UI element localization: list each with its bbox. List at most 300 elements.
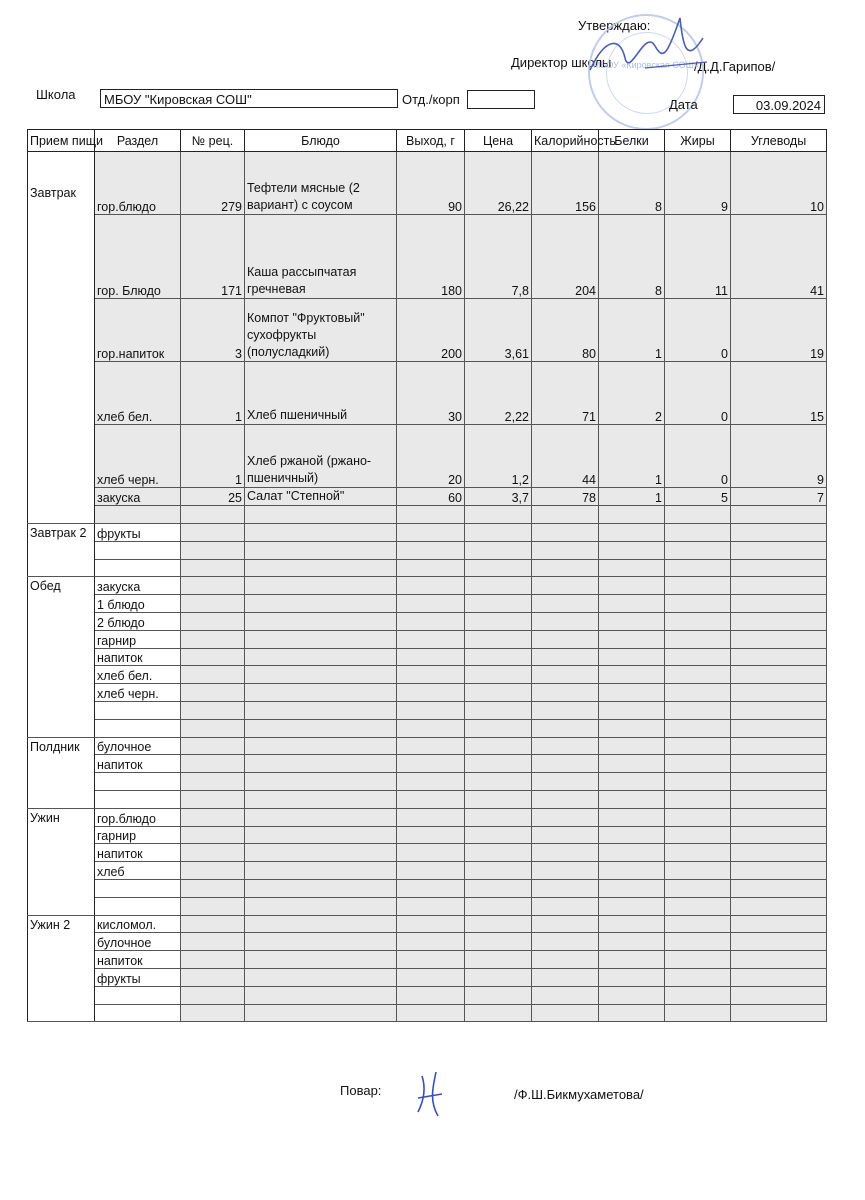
cell-empty <box>532 826 599 844</box>
table-row <box>28 299 827 362</box>
cell-empty <box>731 524 827 542</box>
cell-rec: 1 <box>181 425 245 488</box>
cell-empty <box>599 968 665 986</box>
cell-empty <box>245 755 397 773</box>
cell-empty <box>665 968 731 986</box>
cell-empty <box>532 790 599 808</box>
cell-section <box>95 506 181 524</box>
cell-empty <box>465 986 532 1004</box>
cell-empty <box>599 1004 665 1022</box>
table-row <box>28 595 827 613</box>
table-row <box>28 951 827 969</box>
director-label: Директор школы <box>511 55 612 70</box>
cell-price: 3,61 <box>465 299 532 362</box>
table-row <box>28 915 827 933</box>
table-header-row <box>28 130 827 152</box>
cell-section: закуска <box>95 577 181 595</box>
cell-empty <box>245 630 397 648</box>
cell-fat: 0 <box>665 362 731 425</box>
cell-section <box>95 897 181 915</box>
col-fat: Жиры <box>665 130 731 152</box>
table-row <box>28 862 827 880</box>
cell-kcal: 44 <box>532 425 599 488</box>
school-field[interactable]: МБОУ "Кировская СОШ" <box>100 89 398 108</box>
cell-empty <box>532 648 599 666</box>
cell-empty <box>532 737 599 755</box>
cell-dish: Каша рассыпчатая гречневая <box>245 215 397 299</box>
cell-yield: 60 <box>397 488 465 506</box>
cell-dish: Хлеб пшеничный <box>245 362 397 425</box>
cell-empty <box>245 790 397 808</box>
cell-empty <box>181 701 245 719</box>
table-row <box>28 1004 827 1022</box>
cell-empty <box>532 559 599 577</box>
col-meal: Прием пищи <box>28 130 95 152</box>
cell-empty <box>731 773 827 791</box>
table-row <box>28 773 827 791</box>
table-row <box>28 755 827 773</box>
cell-empty <box>665 630 731 648</box>
cell-empty <box>665 951 731 969</box>
cell-empty <box>397 879 465 897</box>
table-row <box>28 152 827 215</box>
cell-rec: 279 <box>181 152 245 215</box>
cell-empty <box>245 666 397 684</box>
cell-empty <box>731 755 827 773</box>
table-row <box>28 719 827 737</box>
cell-empty <box>465 577 532 595</box>
dept-field[interactable] <box>467 90 535 109</box>
cell-empty <box>599 808 665 826</box>
meal-name: Ужин 2 <box>28 915 95 1022</box>
cell-section <box>95 559 181 577</box>
cell-empty <box>532 719 599 737</box>
cell-empty <box>665 737 731 755</box>
col-dish: Блюдо <box>245 130 397 152</box>
cell-section <box>95 719 181 737</box>
cell-empty <box>397 595 465 613</box>
table-row <box>28 648 827 666</box>
menu-table <box>27 129 827 1022</box>
cell-empty <box>245 612 397 630</box>
cell-empty <box>532 595 599 613</box>
cell-empty <box>465 755 532 773</box>
cell-yield <box>397 506 465 524</box>
cell-empty <box>731 577 827 595</box>
cell-dish: Тефтели мясные (2 вариант) с соусом <box>245 152 397 215</box>
cell-empty <box>245 951 397 969</box>
cell-section <box>95 773 181 791</box>
cell-empty <box>181 612 245 630</box>
dept-label: Отд./корп <box>402 92 460 107</box>
cell-kcal: 78 <box>532 488 599 506</box>
cell-empty <box>181 844 245 862</box>
cell-carbs: 41 <box>731 215 827 299</box>
cell-protein: 1 <box>599 488 665 506</box>
cell-empty <box>665 1004 731 1022</box>
cell-section: гарнир <box>95 826 181 844</box>
cell-empty <box>599 933 665 951</box>
cell-yield: 90 <box>397 152 465 215</box>
director-name: /Д.Д.Гарипов/ <box>694 59 776 74</box>
cell-kcal: 71 <box>532 362 599 425</box>
cell-section: фрукты <box>95 968 181 986</box>
cell-carbs: 15 <box>731 362 827 425</box>
col-protein: Белки <box>599 130 665 152</box>
cell-empty <box>665 684 731 702</box>
cell-empty <box>731 897 827 915</box>
cell-empty <box>397 933 465 951</box>
cell-empty <box>532 1004 599 1022</box>
cell-empty <box>731 684 827 702</box>
cell-empty <box>532 879 599 897</box>
cell-empty <box>599 737 665 755</box>
cell-empty <box>731 862 827 880</box>
cell-carbs: 10 <box>731 152 827 215</box>
cell-empty <box>532 755 599 773</box>
cell-empty <box>731 719 827 737</box>
cell-empty <box>665 577 731 595</box>
cell-empty <box>397 577 465 595</box>
cell-carbs <box>731 506 827 524</box>
director-signature <box>585 8 715 88</box>
cell-empty <box>731 790 827 808</box>
cell-empty <box>665 897 731 915</box>
meal-name: Завтрак 2 <box>28 524 95 577</box>
cell-empty <box>397 684 465 702</box>
col-price: Цена <box>465 130 532 152</box>
cell-empty <box>465 808 532 826</box>
cell-empty <box>665 808 731 826</box>
cell-empty <box>731 951 827 969</box>
cell-section: хлеб черн. <box>95 425 181 488</box>
cell-yield: 20 <box>397 425 465 488</box>
table-row <box>28 666 827 684</box>
cell-yield: 200 <box>397 299 465 362</box>
cell-kcal: 80 <box>532 299 599 362</box>
cell-empty <box>181 630 245 648</box>
cell-empty <box>397 968 465 986</box>
table-row <box>28 737 827 755</box>
cell-empty <box>465 933 532 951</box>
cell-empty <box>731 844 827 862</box>
table-row <box>28 684 827 702</box>
cook-signature <box>412 1068 452 1122</box>
cell-empty <box>731 559 827 577</box>
cell-empty <box>665 648 731 666</box>
date-field[interactable]: 03.09.2024 <box>733 95 825 114</box>
cell-yield: 30 <box>397 362 465 425</box>
cell-empty <box>599 666 665 684</box>
cell-section: 2 блюдо <box>95 612 181 630</box>
cell-price: 3,7 <box>465 488 532 506</box>
cell-empty <box>599 897 665 915</box>
cell-empty <box>665 862 731 880</box>
cell-section: хлеб <box>95 862 181 880</box>
cell-empty <box>599 577 665 595</box>
meal-name: Обед <box>28 577 95 737</box>
table-row <box>28 541 827 559</box>
cell-empty <box>245 701 397 719</box>
cell-empty <box>599 684 665 702</box>
cell-empty <box>731 826 827 844</box>
cell-empty <box>397 666 465 684</box>
cell-empty <box>397 559 465 577</box>
col-recipe: № рец. <box>181 130 245 152</box>
col-yield: Выход, г <box>397 130 465 152</box>
cell-section <box>95 879 181 897</box>
cell-empty <box>599 648 665 666</box>
cell-empty <box>731 879 827 897</box>
cell-empty <box>397 844 465 862</box>
col-carbs: Углеводы <box>731 130 827 152</box>
cell-rec: 25 <box>181 488 245 506</box>
cell-section: напиток <box>95 951 181 969</box>
cell-empty <box>532 968 599 986</box>
cell-empty <box>731 986 827 1004</box>
meal-name: Завтрак <box>28 152 95 524</box>
cell-section: хлеб бел. <box>95 666 181 684</box>
cell-empty <box>665 541 731 559</box>
table-row <box>28 897 827 915</box>
cell-empty <box>731 612 827 630</box>
cell-rec <box>181 506 245 524</box>
cell-empty <box>532 862 599 880</box>
cell-empty <box>465 595 532 613</box>
cell-empty <box>465 879 532 897</box>
cell-empty <box>665 612 731 630</box>
cell-empty <box>397 719 465 737</box>
cell-empty <box>665 986 731 1004</box>
cell-empty <box>245 879 397 897</box>
cell-empty <box>397 951 465 969</box>
table-row <box>28 559 827 577</box>
cell-empty <box>665 719 731 737</box>
cell-empty <box>599 986 665 1004</box>
cell-dish: Салат "Степной" <box>245 488 397 506</box>
cell-section <box>95 790 181 808</box>
cell-section: булочное <box>95 737 181 755</box>
cell-empty <box>181 826 245 844</box>
cell-section <box>95 986 181 1004</box>
cell-empty <box>181 986 245 1004</box>
cell-empty <box>245 862 397 880</box>
cell-empty <box>731 666 827 684</box>
cell-empty <box>665 790 731 808</box>
cell-empty <box>245 826 397 844</box>
cell-empty <box>731 648 827 666</box>
cell-empty <box>532 684 599 702</box>
cell-section: фрукты <box>95 524 181 542</box>
cell-empty <box>532 915 599 933</box>
cell-empty <box>181 719 245 737</box>
cell-empty <box>245 559 397 577</box>
cell-empty <box>181 524 245 542</box>
cook-label: Повар: <box>340 1083 382 1098</box>
cell-empty <box>532 666 599 684</box>
cell-empty <box>397 541 465 559</box>
cell-price: 7,8 <box>465 215 532 299</box>
cell-empty <box>665 879 731 897</box>
cell-empty <box>599 612 665 630</box>
cell-empty <box>245 577 397 595</box>
cell-empty <box>599 790 665 808</box>
cell-empty <box>181 755 245 773</box>
cell-empty <box>665 933 731 951</box>
cell-empty <box>465 719 532 737</box>
table-row <box>28 488 827 506</box>
cell-section: хлеб бел. <box>95 362 181 425</box>
table-row <box>28 630 827 648</box>
cell-empty <box>532 577 599 595</box>
cell-empty <box>599 595 665 613</box>
cell-protein: 1 <box>599 425 665 488</box>
cell-empty <box>245 933 397 951</box>
cell-empty <box>181 951 245 969</box>
table-row <box>28 701 827 719</box>
cell-empty <box>245 986 397 1004</box>
cell-section: гор.блюдо <box>95 808 181 826</box>
cell-empty <box>397 755 465 773</box>
cell-empty <box>245 524 397 542</box>
cell-empty <box>731 968 827 986</box>
cell-empty <box>397 790 465 808</box>
cell-rec: 1 <box>181 362 245 425</box>
cell-empty <box>465 968 532 986</box>
cell-empty <box>599 773 665 791</box>
cell-empty <box>181 684 245 702</box>
cell-empty <box>181 862 245 880</box>
cell-empty <box>665 559 731 577</box>
cell-empty <box>599 719 665 737</box>
cell-empty <box>181 897 245 915</box>
cell-empty <box>731 595 827 613</box>
cell-empty <box>532 773 599 791</box>
cell-empty <box>665 844 731 862</box>
cell-empty <box>397 737 465 755</box>
cell-dish: Компот "Фруктовый" сухофрукты (полусладкий) <box>245 299 397 362</box>
cell-empty <box>181 648 245 666</box>
cell-empty <box>181 1004 245 1022</box>
cell-empty <box>397 986 465 1004</box>
cell-carbs: 19 <box>731 299 827 362</box>
cell-empty <box>245 844 397 862</box>
approve-label: Утверждаю: <box>578 18 651 33</box>
cell-empty <box>465 951 532 969</box>
cell-empty <box>599 559 665 577</box>
cell-empty <box>245 684 397 702</box>
table-row <box>28 844 827 862</box>
cell-empty <box>731 915 827 933</box>
cell-fat: 5 <box>665 488 731 506</box>
cell-section: кисломол. <box>95 915 181 933</box>
cell-section: булочное <box>95 933 181 951</box>
cell-empty <box>465 844 532 862</box>
cell-section: хлеб черн. <box>95 684 181 702</box>
cell-section: напиток <box>95 755 181 773</box>
cell-empty <box>397 826 465 844</box>
cell-kcal: 156 <box>532 152 599 215</box>
cell-section: 1 блюдо <box>95 595 181 613</box>
cell-section: гор. Блюдо <box>95 215 181 299</box>
cell-section <box>95 1004 181 1022</box>
table-row <box>28 986 827 1004</box>
cell-empty <box>665 666 731 684</box>
table-row <box>28 215 827 299</box>
cell-empty <box>397 1004 465 1022</box>
cell-empty <box>245 648 397 666</box>
cell-empty <box>245 595 397 613</box>
cell-empty <box>465 630 532 648</box>
cell-empty <box>731 737 827 755</box>
meal-name: Полдник <box>28 737 95 808</box>
cell-empty <box>532 897 599 915</box>
cell-fat: 9 <box>665 152 731 215</box>
cell-price: 1,2 <box>465 425 532 488</box>
cell-empty <box>532 986 599 1004</box>
cell-empty <box>731 630 827 648</box>
cell-kcal <box>532 506 599 524</box>
cell-section <box>95 701 181 719</box>
cell-empty <box>397 612 465 630</box>
cell-empty <box>532 541 599 559</box>
cell-empty <box>599 541 665 559</box>
cell-empty <box>397 524 465 542</box>
table-row <box>28 425 827 488</box>
cell-fat <box>665 506 731 524</box>
cell-empty <box>465 790 532 808</box>
cell-empty <box>731 933 827 951</box>
cell-empty <box>599 701 665 719</box>
cell-empty <box>465 701 532 719</box>
cell-empty <box>731 1004 827 1022</box>
cell-empty <box>599 524 665 542</box>
table-row <box>28 808 827 826</box>
stamp-text: МБОУ «Кировская СОШ» <box>593 60 699 70</box>
cell-empty <box>181 541 245 559</box>
cell-empty <box>599 915 665 933</box>
cell-empty <box>665 915 731 933</box>
cell-empty <box>465 541 532 559</box>
cell-protein <box>599 506 665 524</box>
cell-empty <box>465 524 532 542</box>
cell-empty <box>181 915 245 933</box>
cell-section: гор.напиток <box>95 299 181 362</box>
cell-empty <box>599 630 665 648</box>
cell-empty <box>397 915 465 933</box>
cell-empty <box>465 862 532 880</box>
cell-empty <box>397 630 465 648</box>
cell-empty <box>181 595 245 613</box>
cell-section: закуска <box>95 488 181 506</box>
cell-empty <box>181 808 245 826</box>
cell-carbs: 9 <box>731 425 827 488</box>
cell-kcal: 204 <box>532 215 599 299</box>
cell-carbs: 7 <box>731 488 827 506</box>
cell-empty <box>731 808 827 826</box>
table-row <box>28 933 827 951</box>
cell-fat: 0 <box>665 425 731 488</box>
cell-empty <box>731 541 827 559</box>
cell-section: напиток <box>95 648 181 666</box>
cell-price <box>465 506 532 524</box>
cell-empty <box>465 684 532 702</box>
cell-rec: 3 <box>181 299 245 362</box>
cell-empty <box>181 933 245 951</box>
table-row <box>28 362 827 425</box>
cell-empty <box>532 612 599 630</box>
cell-empty <box>599 879 665 897</box>
